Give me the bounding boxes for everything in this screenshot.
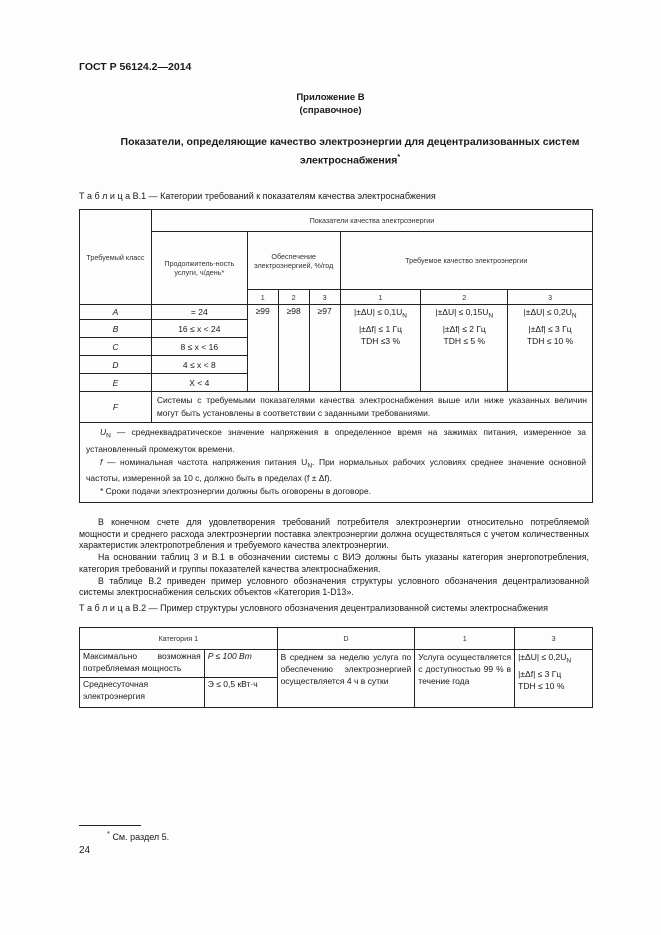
- one-text: Услуга осуществляется с доступностью 99 % в течение года: [415, 650, 515, 708]
- table1-header-group: Показатели качества электроэнергии: [151, 210, 592, 232]
- annex-title: Приложение В: [296, 92, 365, 103]
- class-cell: B: [80, 320, 152, 338]
- table1-caption: Т а б л и ц а В.1 — Категории требований к показателям качества электроснабжения: [79, 191, 436, 201]
- duration-cell: X < 4: [151, 374, 247, 392]
- table2-header-cat1: Категория 1: [80, 628, 278, 650]
- f-symbol: f: [100, 456, 103, 467]
- supply-col: 3: [309, 290, 340, 305]
- paragraph: На основании таблиц 3 и В.1 в обозначении системы с ВИЭ должны быть указаны категория энергопотребления, категория требований и группы показателей качества электроснабжения.: [79, 552, 589, 574]
- table2: [79, 627, 593, 708]
- table1-header-quality: Требуемое качество электроэнергии: [340, 232, 592, 290]
- quality-line: TDH ≤ 10 %: [526, 335, 574, 346]
- cat1-value: Э ≤ 0,5 кВт·ч: [204, 678, 277, 708]
- quality-line: |±ΔU| ≤ 0,2U: [518, 652, 567, 662]
- quality-line: |±ΔU| ≤ 0,1U: [354, 307, 403, 317]
- quality-sub: N: [402, 312, 407, 320]
- supply-value: ≥99: [247, 305, 278, 392]
- table-row: [80, 392, 593, 423]
- duration-cell: 4 ≤ x < 8: [151, 356, 247, 374]
- quality-line: |±ΔU| ≤ 0,15U: [435, 307, 489, 317]
- quality-sub: N: [488, 312, 494, 320]
- quality-line: |±ΔU| ≤ 0,2U: [523, 307, 572, 317]
- main-title: [80, 135, 620, 169]
- table1-header-supply: Обеспечение электроэнергией, %/год: [247, 232, 340, 290]
- quality-col: 3: [508, 290, 593, 305]
- three-text: [515, 650, 593, 708]
- paragraph: В таблице В.2 приведен пример условного обозначения структуры условного обозначения децентрализованной системы электроснабжения сельских объектов «Категория 1-D13».: [79, 575, 589, 598]
- duration-cell: 16 ≤ x < 24: [151, 320, 247, 338]
- quality-line: |±Δf| ≤ 1 Гц: [358, 323, 403, 334]
- quality-col: 1: [340, 290, 421, 305]
- table2-header-3: 3: [515, 628, 593, 650]
- cat1-label: Среднесуточная электроэнергия: [80, 678, 205, 708]
- quality-line: |±Δf| ≤ 2 Гц: [442, 323, 486, 334]
- duration-cell: 8 ≤ x < 16: [151, 338, 247, 356]
- footnote-text: См. раздел 5.: [112, 832, 170, 842]
- table1-notes: [80, 423, 593, 503]
- quality-line: TDH ≤3 %: [360, 335, 401, 346]
- table1: [79, 209, 593, 503]
- supply-col: 1: [247, 290, 278, 305]
- standard-header: ГОСТ Р 56124.2—2014: [79, 61, 192, 73]
- quality-line: TDH ≤ 5 %: [443, 335, 486, 346]
- footnote: [107, 829, 169, 842]
- un-sub: N: [106, 432, 111, 440]
- annex-subtitle: (справочное): [299, 105, 362, 116]
- page-number: 24: [79, 845, 91, 856]
- table2-header-1: 1: [415, 628, 515, 650]
- un-text: — среднеквадратическое значение напряжения в определенное время на зажимах питания, измеренное за установленный промежуток времени.: [86, 427, 586, 454]
- footnote-marker: *: [397, 154, 401, 161]
- quality-value-3: [508, 305, 593, 392]
- footnote-mark: *: [107, 829, 110, 838]
- quality-line: |±Δf| ≤ 3 Гц: [518, 668, 562, 679]
- row-f-text: Системы с требуемыми показателями качества электроснабжения выше или ниже указанных величин могут быть установлены в соответствии с заданными требованиями.: [151, 392, 592, 423]
- paragraph: В конечном счете для удовлетворения требований потребителя электроэнергии относительно потребляемой мощности и среднего расхода электроэнергии поставка электроэнергии должна осуществляться с учетом количественных характеристик электропотребления и требуемого качества электроэнергии.: [79, 517, 589, 551]
- table1-header-class: Требуемый класс: [80, 210, 152, 305]
- quality-col: 2: [421, 290, 508, 305]
- f-text-b: . При нормальных рабочих условиях среднее значение основной частоты, измеренной за 10 с, должно быть в пределах (f ± Δf).: [86, 456, 587, 484]
- class-cell: C: [80, 338, 152, 356]
- table-row: [80, 305, 593, 320]
- cat1-value: P ≤ 100 Вт: [204, 650, 277, 678]
- cat1-label: Максимально возможная потребляемая мощность: [80, 650, 205, 678]
- duration-cell: = 24: [151, 305, 247, 320]
- table2-header-d: D: [277, 628, 415, 650]
- class-cell: D: [80, 356, 152, 374]
- class-cell: E: [80, 374, 152, 392]
- supply-value: ≥98: [278, 305, 309, 392]
- table1-header-duration: Продолжитель-ность услуги, ч/день*: [151, 232, 247, 305]
- body-paragraphs: [79, 517, 589, 599]
- quality-sub: N: [566, 657, 572, 665]
- main-title-line2: электроснабжения: [299, 154, 398, 167]
- class-cell: A: [80, 305, 152, 320]
- table2-caption: Т а б л и ц а В.2 — Пример структуры условного обозначения децентрализованной системы электроснабжения: [79, 603, 548, 613]
- supply-value: ≥97: [309, 305, 340, 392]
- quality-line: |±Δf| ≤ 3 Гц: [528, 323, 572, 334]
- f-text-sub: N: [307, 462, 313, 470]
- main-title-line1: Показатели, определяющие качество электроэнергии для децентрализованных систем: [120, 136, 580, 148]
- quality-line: TDH ≤ 10 %: [518, 680, 565, 691]
- quality-value-1: [340, 305, 421, 392]
- un-symbol: U: [100, 427, 107, 437]
- supply-col: 2: [278, 290, 309, 305]
- footnote-divider: [79, 825, 141, 826]
- d-text: В среднем за неделю услуга по обеспечению электроэнергией осуществляется 4 ч в сутки: [277, 650, 415, 708]
- class-cell: F: [80, 392, 152, 423]
- quality-sub: N: [571, 312, 577, 320]
- quality-value-2: [421, 305, 508, 392]
- f-text-a: — номинальная частота напряжения питания U: [102, 456, 308, 467]
- star-note: * Сроки подачи электроэнергии должны быть оговорены в договоре.: [100, 486, 371, 497]
